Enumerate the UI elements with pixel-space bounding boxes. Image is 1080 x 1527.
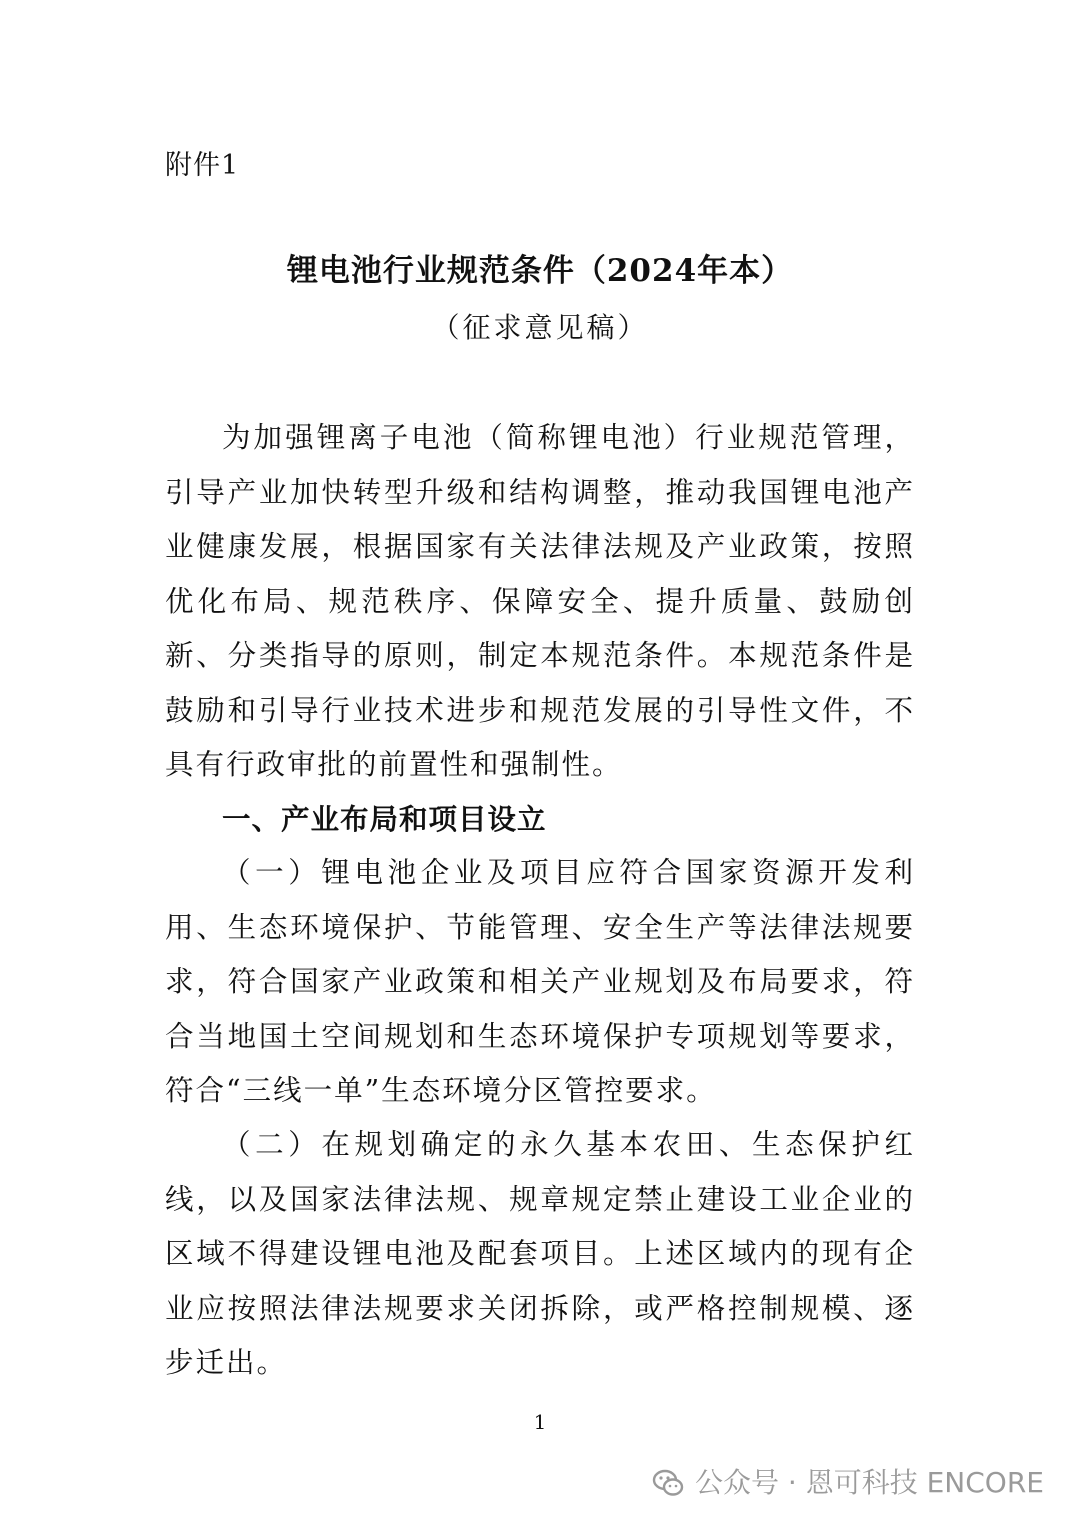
clause-1-paragraph: （一）锂电池企业及项目应符合国家资源开发利用、生态环境保护、节能管理、安全生产等法律法规要求，符合国家产业政策和相关产业规划及布局要求，符合当地国土空间规划和生态环境保护专项规划等要求，符合“三线一单”生态环境分区管控要求。 bbox=[165, 856, 915, 1107]
watermark-text: 公众号 · 恩可科技 ENCORE bbox=[695, 1466, 1044, 1499]
page-number: 1 bbox=[533, 1410, 547, 1434]
section-heading: 一、产业布局和项目设立 bbox=[222, 802, 547, 836]
wechat-icon bbox=[651, 1466, 685, 1500]
clause-2-paragraph: （二）在规划确定的永久基本农田、生态保护红线，以及国家法律法规、规章规定禁止建设工业企业的区域不得建设锂电池及配套项目。上述区域内的现有企业应按照法律法规要求关闭拆除，或严格控制规模、逐步迁出。 bbox=[165, 1128, 915, 1379]
intro-paragraph: 为加强锂离子电池（简称锂电池）行业规范管理，引导产业加快转型升级和结构调整，推动我国锂电池产业健康发展，根据国家有关法律法规及产业政策，按照优化布局、规范秩序、保障安全、提升质量、鼓励创新、分类指导的原则，制定本规范条件。本规范条件是鼓励和引导行业技术进步和规范发展的引导性文件，不具有行政审批的前置性和强制性。 bbox=[165, 421, 915, 781]
document-subtitle: （征求意见稿） bbox=[431, 311, 649, 344]
document-title: 锂电池行业规范条件（2024年本） bbox=[286, 253, 794, 289]
watermark bbox=[651, 1463, 1044, 1503]
attachment-label: 附件1 bbox=[165, 150, 240, 181]
